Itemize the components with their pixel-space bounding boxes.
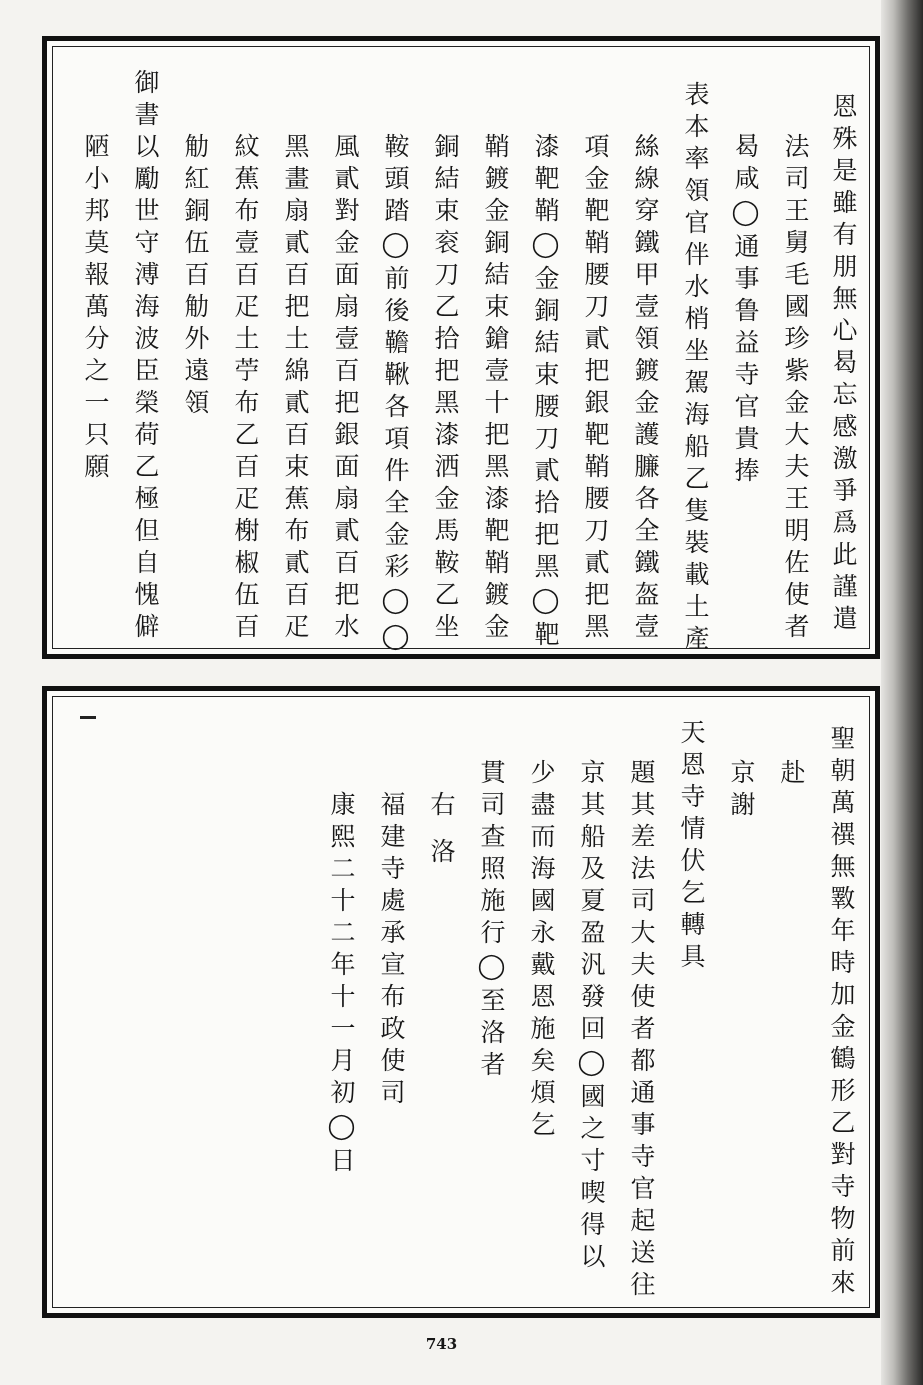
text-column: 表本率領官伴水梢坐駕海船乙隻裝載土產 bbox=[681, 81, 710, 657]
text-column: 漆靶鞘◯金銅結束腰刀貳拾把黑◯靶 bbox=[531, 133, 560, 653]
text-column: 項金靶鞘腰刀貳把銀靶鞘腰刀貳把黑 bbox=[581, 133, 610, 645]
top-document-panel bbox=[42, 36, 880, 659]
text-column: 陋小邦莫報萬分之一只願 bbox=[81, 133, 110, 485]
bottom-document-panel bbox=[42, 686, 880, 1318]
page-number: 743 bbox=[425, 1335, 458, 1353]
text-column: 鞍頭踏◯前後韂鞦各項件全金彩◯◯ bbox=[381, 133, 410, 657]
text-column: 絲線穿鐵甲壹領鍍金護臁各全鐵盔壹 bbox=[631, 133, 660, 645]
text-column: 京謝 bbox=[727, 759, 756, 823]
text-column: 康熙二十二年十一月初◯日 bbox=[327, 791, 356, 1179]
text-column: 御書以勵世守溥海波臣榮荷乙極但自愧僻 bbox=[131, 69, 160, 645]
text-column: 聖朝萬禩無斁年時加金鶴形乙對寺物前來 bbox=[827, 725, 856, 1301]
text-column: 右 洛 bbox=[427, 791, 456, 870]
text-column: 法司王舅毛國珍紫金大夫王明佐使者 bbox=[781, 133, 810, 645]
text-column: 天恩寺情伏乞轉具 bbox=[677, 719, 706, 975]
text-column: 貫司查照施行◯至洛者 bbox=[477, 759, 506, 1083]
text-column: 曷咸◯通事鲁益寺官貴捧 bbox=[731, 133, 760, 489]
text-column: 風貳對金面扇壹百把銀面扇貳百把水 bbox=[331, 133, 360, 645]
text-column: 赴 bbox=[777, 759, 806, 791]
text-column: 福建寺處承宣布政使司 bbox=[377, 791, 406, 1111]
text-column: 銅結束衮刀乙拾把黑漆洒金馬鞍乙坐 bbox=[431, 133, 460, 645]
text-column: 少盡而海國永戴恩施矣煩乞 bbox=[527, 759, 556, 1143]
text-column: 黑畫扇貳百把土綿貳百束蕉布貳百疋 bbox=[281, 133, 310, 645]
margin-mark bbox=[80, 716, 96, 719]
text-column: 鞘鍍金銅結束鎗壹十把黑漆靶鞘鍍金 bbox=[481, 133, 510, 645]
text-column: 紋蕉布壹百疋土苧布乙百疋榭椒伍百 bbox=[231, 133, 260, 645]
text-column: 題其差法司大夫使者都通事寺官起送往 bbox=[627, 759, 656, 1303]
text-column: 京其船及夏盈汎發回◯國之寸喫得以 bbox=[577, 759, 606, 1275]
book-spine-shadow bbox=[881, 0, 923, 1385]
text-column: 觔紅銅伍百觔外遠領 bbox=[181, 133, 210, 421]
text-column: 恩殊是雖有朋無心曷忘感激爭爲此謹遣 bbox=[829, 93, 858, 637]
